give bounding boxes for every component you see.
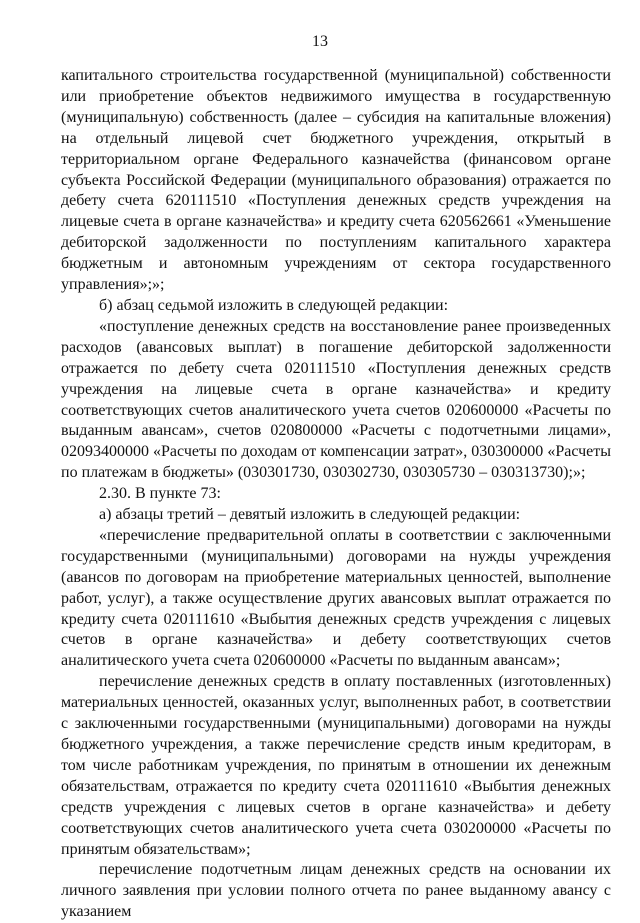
paragraph-clause-2-30: 2.30. В пункте 73:: [99, 485, 221, 503]
paragraph-quoted-prepayment: «перечисление предварительной оплаты в соответствии с заключенными государственными (муниципальными) договорами на нужды учреждения (авансов по договорам на приобретение материальных ценностей, выполнение работ, услуг), а также осуществление других авансовых выплат отражается по кредиту счета 020111610 «Выбытия денежных средств учреждения с лицевых счетов в органе казначейства» и дебету соответствующих счетов аналитического учета счета 020600000 «Расчеты по выданным авансам»;: [61, 526, 611, 670]
paragraph-quoted-receipt: «поступление денежных средств на восстановление ранее произведенных расходов (авансовых выплат) в погашение дебиторской задолженности отражается по дебету счета 020111510 «Поступления денежных средств учреждения на лицевые счета в органе казначейства» и кредиту соответствующих счетов аналитического учета счетов 020600000 «Расчеты по выданным авансам», счетов 020800000 «Расчеты с подотчетными лицами», 02093400000 «Расчеты по доходам от компенсации затрат», 030300000 «Расчеты по платежам в бюджеты» (030301730, 030302730, 030305730 – 030313730);»;: [61, 317, 611, 482]
paragraph-amendment-a: а) абзацы третий – девятый изложить в следующей редакции:: [99, 506, 521, 524]
paragraph-payment-transfer: перечисление денежных средств в оплату поставленных (изготовленных) материальных ценностей, оказанных услуг, выполненных работ, в соответствии с заключенными государственными (муниципальными) договорами на нужды бюджетного учреждения, а также перечисление средств иным кредиторам, в том числе работникам учреждения, по принятым в отношении их денежным обязательствам, отражается по кредиту счета 020111610 «Выбытия денежных средств учреждения с лицевых счетов в органе казначейства» и дебету соответствующих счетов аналитического учета счета 030200000 «Расчеты по принятым обязательствам»;: [61, 673, 611, 858]
paragraph-accountable-persons: перечисление подотчетным лицам денежных средств на основании их личного заявления при условии полного отчета по ранее выданному авансу с указанием: [61, 861, 611, 921]
paragraph-continuation: капитального строительства государственной (муниципальной) собственности или приобретение объектов недвижимого имущества в государственную (муниципальную) собственность (далее – субсидия на капитальные вложения) на отдельный лицевой счет бюджетного учреждения, открытый в территориальном органе Федерального казначейства (финансовом органе субъекта Российской Федерации (муниципального образования) отражается по дебету счета 620111510 «Поступления денежных средств учреждения на лицевые счета в органе казначейства» и кредиту счета 620562661 «Уменьшение дебиторской задолженности по поступлениям капитального характера бюджетным и автономным учреждениям от сектора государственного управления»;»;: [61, 67, 611, 294]
document-body: [61, 66, 611, 923]
paragraph-amendment-b: б) абзац седьмой изложить в следующей редакции:: [99, 296, 449, 314]
page-number: 13: [312, 33, 328, 50]
